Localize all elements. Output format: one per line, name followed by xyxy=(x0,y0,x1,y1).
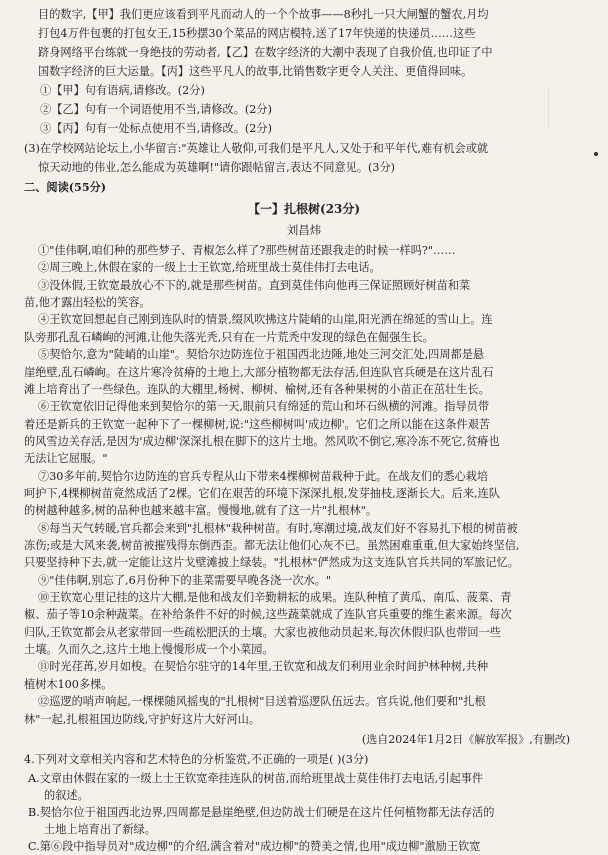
article-title: 【一】扎根树(23分) xyxy=(247,202,361,216)
body-line: 土壤。久而久之,这片土地上慢慢形成一个小菜园。 xyxy=(24,643,274,656)
body-line: 的树越种越多,树的品种也越来越丰富。慢慢地,就有了这一片"扎根林"。 xyxy=(24,504,378,518)
question-3: 惊天动地的伟业,怎么能成为英雄啊!"请你跟帖留言,表达不同意见。(3分) xyxy=(38,161,396,174)
article-author: 刘昌炜 xyxy=(286,223,322,237)
body-line: 冻伤;或是大风来袭,树苗被摧残得东倒西歪。都无法让他们心灰不已。虽然困难重重,但大家始终坚信, xyxy=(24,539,520,552)
body-line: ④王钦宽回想起自己刚到连队时的情景,缀风吹拂这片陡峭的山崖,阳光洒在绵延的雪山上。连 xyxy=(38,313,493,327)
body-line: 着还是新兵的王钦宽一起种下了一棵柳树,说:"这些柳树叫'成边柳'。它们之所以能在这条件艰苦 xyxy=(24,417,491,431)
option-line: A.文章由休假在家的一级上士王钦宽牵挂连队的树苗,而给班里战士莫佳伟打去电话,引起事件 xyxy=(28,772,484,785)
body-line: 呵护下,4棵柳树苗竟然成活了2棵。它们在艰苦的环境下深深扎根,发芽抽枝,逐渐长大。后来,连队 xyxy=(24,486,500,500)
body-line: ⑥王钦宽依旧记得他来到契恰尔的第一天,眼前只有绵延的荒山和坏石纵横的河滩。指导员带 xyxy=(38,400,490,414)
body-line: 植树木100多棵。 xyxy=(24,677,113,691)
body-line: ①"佳伟啊,咱们种的那些梦子、青椒怎么样了?那些树苗还跟我走的时候一样吗?"…… xyxy=(38,244,456,257)
body-line: ⑧每当天气转暖,官兵都会来到"扎根林"栽种树苗。有时,寒潮过境,战友们好不容易扎下根的树苗被 xyxy=(38,521,518,535)
intro-line: 跻身网络平台练就一身绝技的劳动者,【乙】在数字经济的大潮中表现了自我价值,也印证了中 xyxy=(38,46,493,59)
body-line: ⑩王钦宽心里记挂的这片大棚,是他和战友们辛勤耕耘的成果。连队种植了黄瓜、南瓜、菠菜、青 xyxy=(38,591,512,604)
body-line: ⑪时光荏苒,岁月如梭。在契恰尔驻守的14年里,王钦宽和战友们利用业余时间护林种树,共种 xyxy=(38,660,489,674)
body-line: 的风雪边关存活,是因为'成边柳'深深扎根在脚下的这片土地。然风吹不倒它,寒冷冻不死它,贫瘠也 xyxy=(24,434,500,448)
body-line: 崖绝壁,乱石嶙峋。在这片寒冷贫瘠的土地上,大部分植物都无法存活,但连队官兵硬是在这片乱石 xyxy=(24,365,494,379)
subquestion: ②【乙】句有一个词语使用不当,请修改。(2分) xyxy=(40,103,272,116)
body-line: ⑤契恰尔,意为"陡峭的山崖"。契恰尔边防连位于祖国西北边陲,地处三河交汇处,四周都是悬 xyxy=(38,348,485,362)
body-line: 林"一起,扎根祖国边防线,守护好这片大好河山。 xyxy=(24,712,261,726)
intro-line: 国数字经济的巨大运量。【丙】这些平凡人的故事,比销售数字更令人关注、更值得回味。 xyxy=(38,65,473,78)
body-line: 椒、茄子等10余种蔬菜。在补给条件不好的时候,这些蔬菜就成了连队官兵重要的维生素来源。每次 xyxy=(24,608,512,622)
question-3: (3)在学校网站论坛上,小华留言:"英雄让人敬仰,可我们是平凡人,又处于和平年代,难有机会或就 xyxy=(24,142,489,155)
question-4: 4.下列对文章相关内容和艺术特色的分析鉴赏,不正确的一项是( )(3分) xyxy=(24,753,369,766)
intro-line: 目的数字,【甲】我们更应该看到平凡而动人的一个个故事——8秒扎一只大闸蟹的蟹农,月均 xyxy=(38,8,489,21)
section-heading: 二、阅读(55分) xyxy=(24,180,107,194)
subquestion: ①【甲】句有语病,请修改。(2分) xyxy=(40,84,205,97)
option-line: C.第⑥段中指导员对"成边柳"的介绍,满含着对"成边柳"的赞美之情,也用"成边柳"激励王钦宽 xyxy=(28,840,481,853)
body-line: 只要坚持种下去,就一定能让这片戈壁滩披上绿装。"扎根林"俨然成为这支连队官兵共同的军旅记忆。 xyxy=(24,556,519,570)
body-line: ⑫巡逻的哨声响起,一棵棵随风摇曳的"扎根树"目送着巡逻队伍远去。官兵说,他们要和"扎根 xyxy=(38,695,486,709)
body-line: 队旁那孔乱石嶙峋的河滩,让他失落光秃,只有在一片荒秃中发现的绿色在倔强生长。 xyxy=(24,330,434,344)
body-line: ②周三晚上,休假在家的一级上士王钦宽,给班里战士莫佳伟打去电话。 xyxy=(38,261,381,275)
body-line: 无法让它屈服。" xyxy=(24,452,108,466)
body-line: 滩上培育出了一些绿色。连队的大棚里,杨树、柳树、榆树,还有各种果树的小苗正在茁壮生长。 xyxy=(24,382,490,396)
body-line: 归队,王钦宽都会从老家带回一些疏松肥沃的土壤。大家也被他动员起来,每次休假归队也带回一些 xyxy=(24,625,501,639)
intro-line: 打包4万件包裹的打包女王,15秒摆30个菜品的网店模特,送了17年快递的快递员……这些 xyxy=(38,27,476,40)
option-line: 的叙述。 xyxy=(44,789,89,802)
body-line: ⑨"佳伟啊,别忘了,6月份种下的韭菜需要早晚各浇一次水。" xyxy=(38,573,332,587)
body-line: ③没休假,王钦宽最放心不下的,就是那些树苗。直到莫佳伟向他再三保证照顾好树苗和菜 xyxy=(38,278,471,292)
option-line: B.契恰尔位于祖国西北边界,四周都是悬崖绝壁,但边防战士们硬是在这片任何植物都无法存活的 xyxy=(28,806,495,819)
body-line: ⑦30多年前,契恰尔边防连的官兵专程从山下带来4棵柳树苗栽种于此。在战友们的悉心栽培 xyxy=(38,469,489,483)
body-line: 苗,他才露出轻松的笑容。 xyxy=(24,296,151,310)
option-line: 土地上培育出了新绿。 xyxy=(44,823,156,836)
source-note: (选自2024年1月2日《解放军报》,有删改) xyxy=(361,733,570,746)
subquestion: ③【丙】句有一处标点使用不当,请修改。(2分) xyxy=(40,122,272,135)
